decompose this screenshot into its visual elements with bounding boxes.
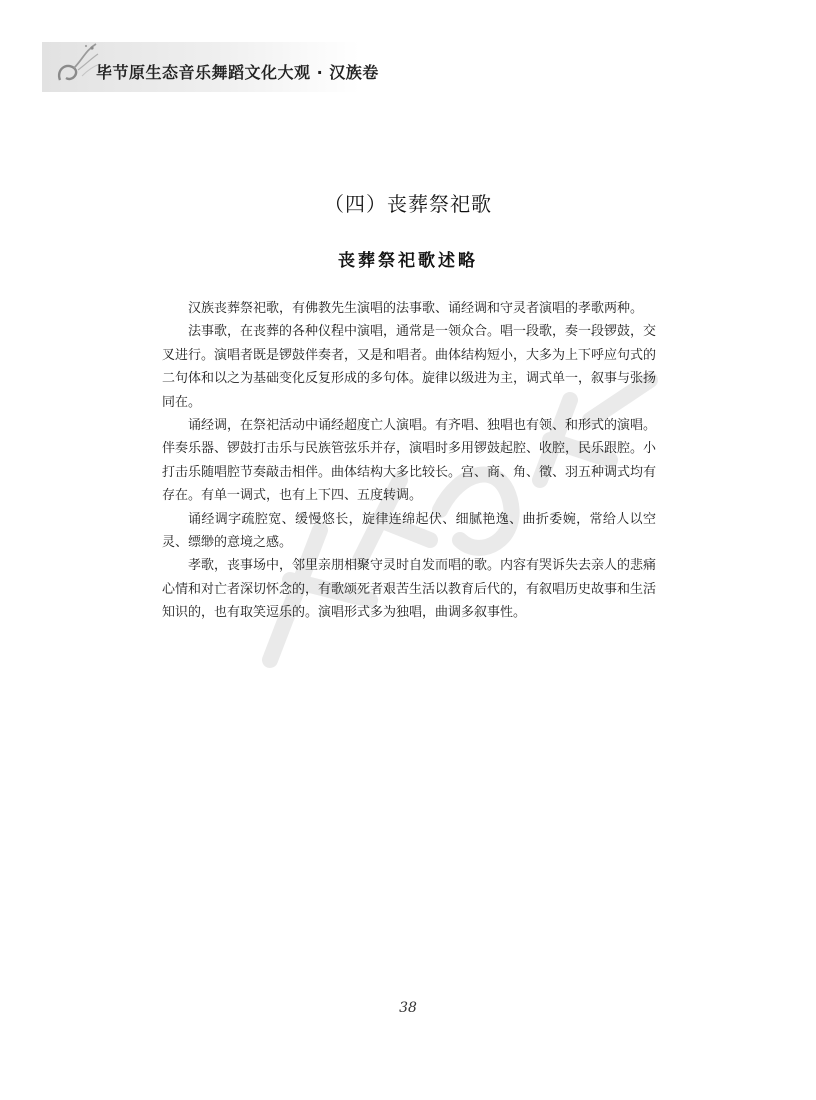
paragraph: 诵经调字疏腔宽、缓慢悠长，旋律连绵起伏、细腻艳逸、曲折委婉，常给人以空灵、缥缈的意境之感。 [162,511,656,551]
article-body [162,297,656,625]
page-number: 38 [399,1000,417,1016]
paragraph: 诵经调，在祭祀活动中诵经超度亡人演唱。有齐唱、独唱也有领、和形式的演唱。伴奏乐器、锣鼓打击乐与民族管弦乐并存，演唱时多用锣鼓起腔、收腔，民乐跟腔。小打击乐随唱腔节奏敲击相伴。曲体结构大多比较长。宫、商、角、徵、羽五种调式均有存在。有单一调式，也有上下四、五度转调。 [162,418,657,504]
header-title: 毕节原生态音乐舞蹈文化大观 · 汉族卷 [96,63,379,82]
page-header [0,0,816,100]
article-title: 丧葬祭祀歌述略 [338,251,478,271]
paragraph: 汉族丧葬祭祀歌，有佛教先生演唱的法事歌、诵经调和守灵者演唱的孝歌两种。 [188,301,644,316]
dancer-swirl-logo-icon [52,40,102,90]
paragraph: 孝歌，丧事场中，邻里亲朋相聚守灵时自发而唱的歌。内容有哭诉失去亲人的悲痛心情和对亡者深切怀念的，有歌颂死者艰苦生活以教育后代的，有叙唱历史故事和生活知识的，也有取笑逗乐的。演唱形式多为独唱，曲调多叙事性。 [162,558,657,621]
paragraph: 法事歌，在丧葬的各种仪程中演唱，通常是一领众合。唱一段歌，奏一段锣鼓，交叉进行。演唱者既是锣鼓伴奏者，又是和唱者。曲体结构短小，大多为上下呼应句式的二句体和以之为基础变化反复形成的多句体。旋律以级进为主，调式单一，叙事与张扬同在。 [162,324,657,410]
section-title: （四）丧葬祭祀歌 [324,192,492,216]
